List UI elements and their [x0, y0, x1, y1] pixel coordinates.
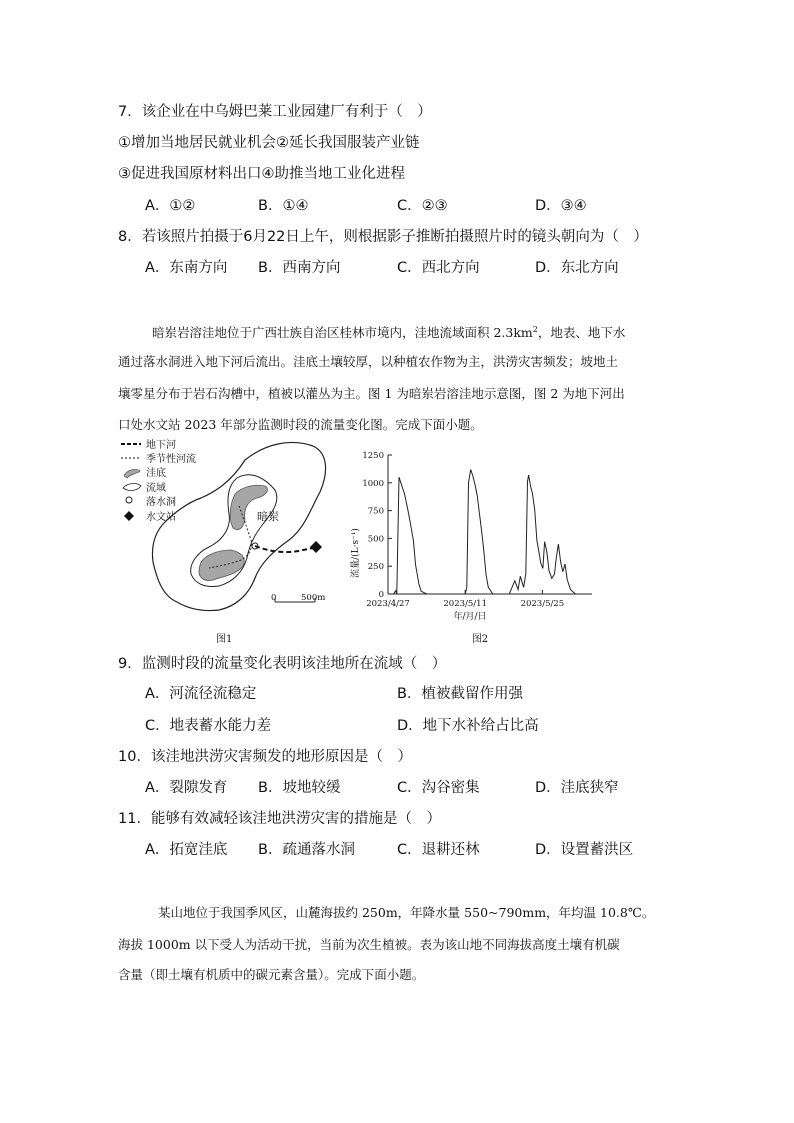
legend-watershed: 流域 — [146, 483, 166, 494]
hydrological-station-icon — [310, 541, 322, 553]
legend-sinkhole-symbol — [126, 497, 132, 503]
x-tick-label: 2023/4/27 — [366, 599, 410, 609]
passage2-line-1: 某山地位于我国季风区，山麓海拔约 250m，年降水量 550~790mm，年均温 10.8℃。 — [158, 905, 655, 920]
q7-option-b[interactable]: B．①④ — [258, 198, 309, 214]
flow-series-line — [388, 470, 592, 595]
y-tick-label: 0 — [378, 590, 384, 600]
figure2-ylabel: 流量/(L·s⁻¹) — [351, 528, 361, 578]
y-tick-label: 1250 — [362, 451, 384, 461]
q10-option-d[interactable]: D．洼底狭窄 — [535, 780, 619, 796]
legend-sinkhole: 落水洞 — [146, 497, 176, 508]
q9-option-a[interactable]: A．河流径流稳定 — [145, 686, 257, 702]
legend-seasonal-river: 季节性河流 — [146, 454, 196, 465]
figure2-xlabel: 年/月/日 — [453, 612, 487, 622]
passage1-line-2: 通过落水洞进入地下河后流出。洼底土壤较厚，以种植农作物为主，洪涝灾害频发；坡地土 — [118, 354, 619, 369]
q10-option-a[interactable]: A．裂隙发育 — [145, 780, 228, 796]
legend-depression-floor-symbol — [124, 469, 140, 478]
passage2-line-3: 含量（即土壤有机质中的碳元素含量）。完成下面小题。 — [118, 967, 425, 982]
passage1-superscript: 2 — [532, 325, 538, 334]
passage1-line-1-a: 暗岽岩溶洼地位于广西壮族自治区桂林市境内，洼地流域面积 2.3km — [152, 325, 533, 341]
q11-option-b[interactable]: B．疏通落水洞 — [258, 842, 355, 858]
legend-underground-river: 地下河 — [146, 440, 176, 451]
passage2-line-2: 海拔 1000m 以下受人为活动干扰，当前为次生植被。表为该山地不同海拔高度土壤有机碳 — [118, 937, 620, 952]
y-tick-label: 500 — [367, 534, 384, 545]
x-tick-label: 2023/5/25 — [520, 599, 565, 609]
q7-option-a[interactable]: A．①② — [145, 198, 196, 214]
figure1-map — [115, 436, 340, 648]
figure1-caption: 图1 — [216, 634, 233, 645]
q11-option-d[interactable]: D．设置蓄洪区 — [535, 842, 634, 858]
q7-statement-line-2: ③促进我国原材料出口④助推当地工业化进程 — [118, 166, 405, 182]
scale-bar-label: 500m — [301, 593, 326, 603]
q10-stem: 10．该洼地洪涝灾害频发的地形原因是（ ） — [118, 749, 412, 765]
scale-bar-zero: 0 — [271, 593, 277, 603]
q9-option-b[interactable]: B．植被截留作用强 — [397, 686, 523, 702]
q8-option-d[interactable]: D．东北方向 — [535, 260, 619, 276]
q7-option-d[interactable]: D．③④ — [535, 198, 587, 214]
q8-option-b[interactable]: B．西南方向 — [258, 260, 341, 276]
q7-option-c[interactable]: C．②③ — [397, 198, 448, 214]
q10-option-c[interactable]: C．沟谷密集 — [397, 780, 480, 796]
q11-option-c[interactable]: C．退耕还林 — [397, 842, 480, 858]
q10-option-b[interactable]: B．坡地较缓 — [258, 780, 341, 796]
q9-option-c[interactable]: C．地表蓄水能力差 — [145, 718, 272, 734]
legend-depression-floor: 洼底 — [146, 468, 166, 479]
legend-watershed-symbol — [123, 484, 141, 491]
place-label: 暗岽 — [257, 510, 279, 523]
y-tick-label: 250 — [367, 562, 384, 573]
passage1-line-1 — [152, 321, 625, 342]
passage1-line-4: 口处水文站 2023 年部分监测时段的流量变化图。完成下面小题。 — [118, 417, 483, 432]
figure2-caption: 图2 — [471, 634, 489, 645]
q8-option-a[interactable]: A．东南方向 — [145, 260, 228, 276]
passage1-line-3: 壤零星分布于岩石沟槽中，植被以灌丛为主。图 1 为暗岽岩溶洼地示意图，图 2 为地下河出 — [118, 386, 625, 401]
legend-station-symbol — [124, 511, 134, 521]
figure2-flow-chart — [342, 443, 612, 648]
y-tick-label: 750 — [367, 506, 384, 517]
q9-option-d[interactable]: D．地下水补给占比高 — [397, 718, 539, 734]
q8-option-c[interactable]: C．西北方向 — [397, 260, 480, 276]
legend-station: 水文站 — [146, 512, 176, 523]
y-tick-label: 1000 — [362, 478, 384, 489]
x-tick-label: 2023/5/11 — [443, 599, 487, 609]
passage1-line-1-b: ，地表、地下水 — [537, 325, 626, 341]
q8-stem: 8．若该照片拍摄于6月22日上午，则根据影子推断拍摄照片时的镜头朝向为（ ） — [118, 229, 648, 245]
q9-stem: 9．监测时段的流量变化表明该洼地所在流域（ ） — [118, 656, 447, 672]
q7-statement-line-1: ①增加当地居民就业机会②延长我国服装产业链 — [118, 135, 420, 151]
q11-option-a[interactable]: A．拓宽洼底 — [145, 842, 228, 858]
q11-stem: 11．能够有效减轻该洼地洪涝灾害的措施是（ ） — [118, 811, 441, 827]
q7-stem: 7．该企业在中乌姆巴莱工业园建厂有利于（ ） — [118, 104, 432, 120]
